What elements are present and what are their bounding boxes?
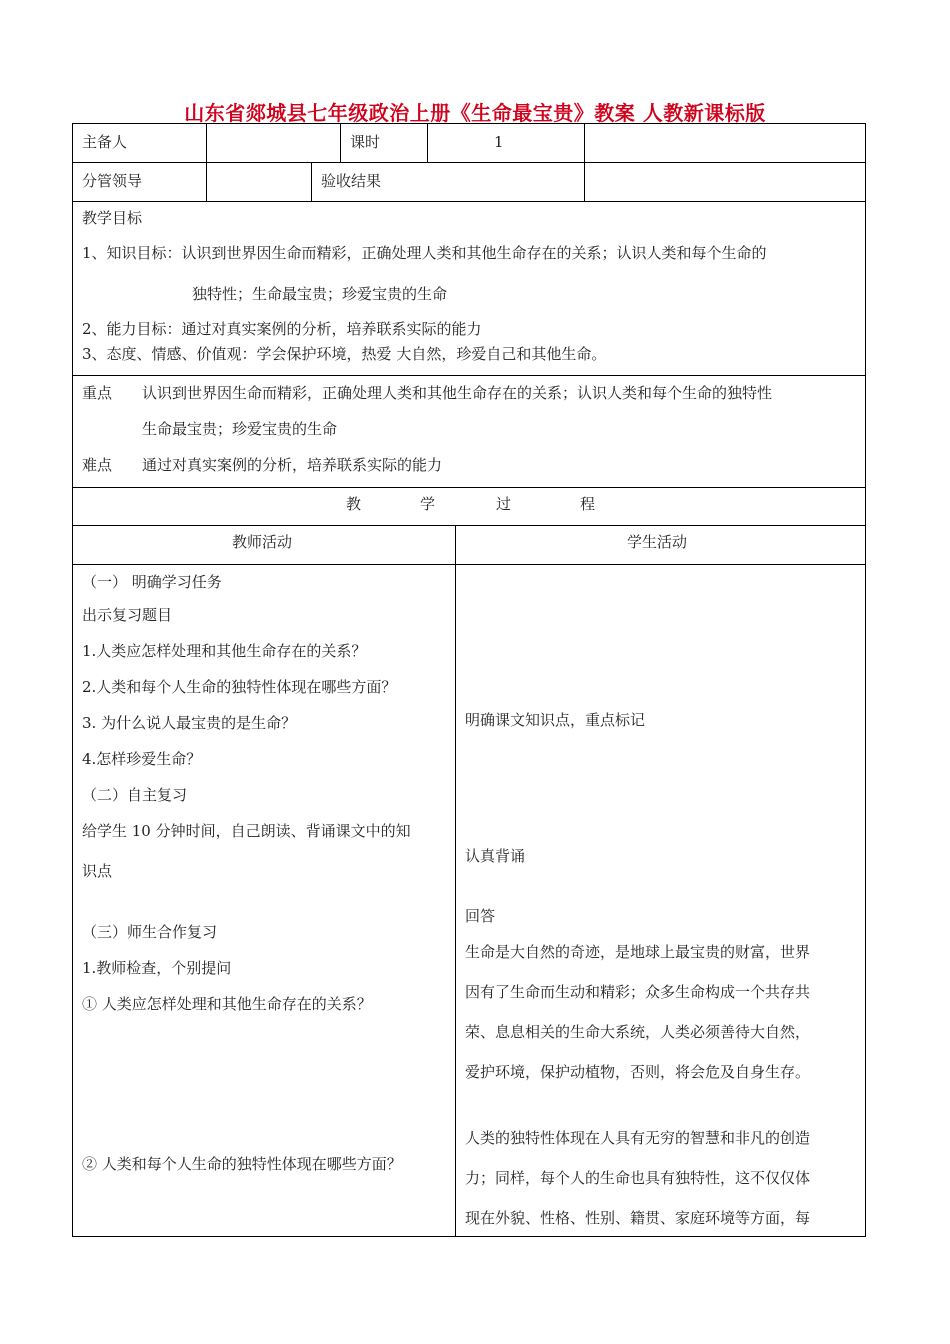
row-divider (72, 525, 866, 526)
answer-line: 人类的独特性体现在人具有无穷的智慧和非凡的创造 (465, 1129, 811, 1147)
supervisor-label: 分管领导 (82, 172, 143, 190)
teacher-line: 出示复习题目 (82, 606, 173, 624)
answer-line: 荣、息息相关的生命大系统，人类必须善待大自然， (465, 1023, 811, 1041)
objectives-heading: 教学目标 (82, 209, 143, 227)
row-divider (72, 201, 866, 202)
student-activity: 认真背诵 (465, 847, 526, 865)
knowledge-objective: 1、知识目标：认识到世界因生命而精彩，正确处理人类和其他生命存在的关系；认识人类和每个生命的 (82, 244, 767, 262)
teacher-activity-header: 教师活动 (232, 533, 293, 551)
review-question: 3. 为什么说人最宝贵的是生命？ (82, 714, 297, 732)
knowledge-objective-continued: 独特性；生命最宝贵；珍爱宝贵的生命 (192, 285, 448, 303)
period-value: 1 (494, 133, 504, 151)
check-question: ① 人类应怎样处理和其他生命存在的关系？ (82, 995, 372, 1013)
section-heading: （一） 明确学习任务 (82, 573, 222, 591)
column-divider (311, 162, 312, 201)
section-heading: （二）自主复习 (82, 786, 188, 804)
row-divider (72, 487, 866, 488)
key-point-label: 重点 (82, 384, 113, 402)
key-point-text: 认识到世界因生命而精彩，正确处理人类和其他生命存在的关系；认识人类和每个生命的独特性 (142, 384, 773, 402)
answer-line: 现在外貌、性格、性别、籍贯、家庭环境等方面，每 (465, 1209, 811, 1227)
period-label: 课时 (350, 133, 381, 151)
ability-objective: 2、能力目标：通过对真实案例的分析，培养联系实际的能力 (82, 320, 482, 338)
process-heading-char: 教 (346, 495, 362, 513)
answer-line: 爱护环境，保护动植物，否则，将会危及自身生存。 (465, 1063, 811, 1081)
row-divider (72, 162, 866, 163)
student-activity-header: 学生活动 (627, 533, 688, 551)
column-divider (455, 525, 456, 1237)
attitude-objective: 3、态度、情感、价值观：学会保护环境，热爱 大自然，珍爱自己和其他生命。 (82, 345, 607, 363)
column-divider (584, 123, 585, 201)
process-heading-char: 学 (420, 495, 436, 513)
answer-line: 因有了生命而生动和精彩；众多生命构成一个共存共 (465, 983, 811, 1001)
teacher-line: 给学生 10 分钟时间，自己朗读、背诵课文中的知 (82, 822, 411, 840)
column-divider (206, 123, 207, 201)
difficult-point-text: 通过对真实案例的分析，培养联系实际的能力 (142, 456, 443, 474)
teacher-line: 识点 (82, 862, 113, 880)
acceptance-label: 验收结果 (321, 172, 382, 190)
difficult-point-label: 难点 (82, 456, 113, 474)
process-heading-char: 程 (580, 495, 596, 513)
review-question: 1.人类应怎样处理和其他生命存在的关系？ (82, 642, 367, 660)
student-activity: 明确课文知识点，重点标记 (465, 711, 646, 729)
student-activity: 回答 (465, 907, 496, 925)
review-question: 2.人类和每个人生命的独特性体现在哪些方面？ (82, 678, 397, 696)
document-title: 山东省郯城县七年级政治上册《生命最宝贵》教案 人教新课标版 (184, 101, 766, 125)
row-divider (72, 375, 866, 376)
answer-line: 生命是大自然的奇迹，是地球上最宝贵的财富，世界 (465, 943, 811, 961)
review-question: 4.怎样珍爱生命？ (82, 750, 202, 768)
answer-line: 力；同样，每个人的生命也具有独特性，这不仅仅体 (465, 1169, 811, 1187)
process-heading-char: 过 (496, 495, 512, 513)
teacher-line: 1.教师检查，个别提问 (82, 959, 232, 977)
section-heading: （三）师生合作复习 (82, 923, 218, 941)
column-divider (340, 123, 341, 162)
check-question: ② 人类和每个人生命的独特性体现在哪些方面？ (82, 1155, 402, 1173)
row-divider (72, 564, 866, 565)
key-point-text-continued: 生命最宝贵；珍爱宝贵的生命 (142, 420, 338, 438)
column-divider (427, 123, 428, 162)
lead-preparer-label: 主备人 (82, 133, 128, 151)
